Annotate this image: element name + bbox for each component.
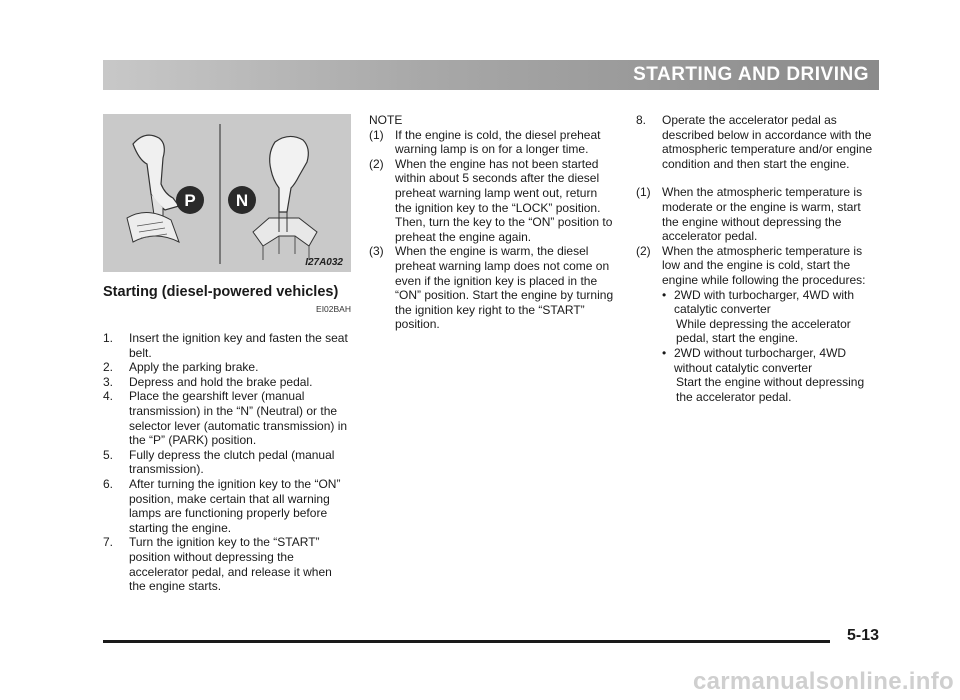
shift-lever-drawing (103, 114, 351, 272)
condition-text: When the atmospheric temperature is moderate or the engine is warm, start the engine without depressing the accelerator pedal. (662, 185, 863, 244)
shift-lever-illustration (103, 114, 351, 272)
step-number: 2. (103, 360, 114, 375)
step-text: Operate the accelerator pedal as described below in accordance with the atmospheric temperature and/or engine condition and then start the engine. (662, 113, 873, 171)
step-item (103, 331, 350, 360)
step-item (103, 375, 350, 390)
step-text: Turn the ignition key to the “START” position without depressing the accelerator pedal, and release it when the engine starts. (129, 535, 332, 594)
page-number: 5-13 (846, 627, 879, 644)
step-number: 6. (103, 476, 114, 491)
selector-lever-graphic (127, 135, 179, 242)
header-band (103, 60, 879, 90)
watermark: carmanualsonline.info (692, 668, 954, 695)
figure-code: I27A032 (305, 257, 343, 268)
note-number: (3) (369, 244, 384, 259)
section-code: EI02BAH (316, 304, 351, 314)
condition-number: (2) (636, 243, 651, 258)
condition-item (636, 185, 879, 243)
note-text: If the engine is cold, the diesel preheat warning lamp is on for a longer time. (395, 127, 601, 157)
step-text: After turning the ignition key to the “ON” position, make certain that all warning lamps are functioning properly before starting the engine. (129, 476, 341, 535)
step-text: Place the gearshift lever (manual transmission) in the “N” (Neutral) or the selector lever (automatic transmission) in the “P” (PARK) position. (129, 389, 348, 448)
note-item (369, 128, 614, 157)
step-item (103, 360, 350, 375)
footer-rule (103, 640, 830, 643)
note-column (369, 113, 614, 332)
step-number: 3. (103, 374, 114, 389)
note-item (369, 244, 614, 332)
step-number: 7. (103, 535, 114, 550)
step-text: Depress and hold the brake pedal. (129, 374, 313, 389)
bullet-dot: • (662, 345, 667, 360)
step-item (103, 535, 350, 593)
condition-text: When the atmospheric temperature is low and the engine is cold, start the engine while following the procedures: (662, 243, 866, 287)
step-text: Insert the ignition key and fasten the seat belt. (129, 331, 348, 360)
bullet-label: 2WD with turbocharger, 4WD with catalytic converter (674, 287, 855, 317)
note-item (369, 157, 614, 245)
note-label: NOTE (369, 113, 403, 127)
step-number: 4. (103, 389, 114, 404)
note-text: When the engine is warm, the diesel preheat warning lamp does not come on even if the ignition key is placed in the “ON” position. Start the engine by turning the ignition key right to the “START” position. (395, 244, 614, 332)
step-number: 5. (103, 447, 114, 462)
neutral-badge-letter: N (235, 191, 249, 210)
bullet-label: 2WD without turbocharger, 4WD without catalytic converter (674, 345, 847, 375)
condition-number: (1) (636, 185, 651, 200)
bullet-item (662, 346, 879, 375)
note-number: (2) (369, 156, 384, 171)
note-number: (1) (369, 127, 384, 142)
step-number: 1. (103, 331, 114, 345)
section-title: Starting (diesel-powered vehicles) (103, 284, 339, 300)
park-badge-letter: P (184, 191, 196, 210)
step-number: 8. (636, 113, 647, 127)
step8-column (636, 113, 879, 404)
step-item (103, 477, 350, 535)
step-text: Apply the parking brake. (129, 360, 259, 375)
gearshift-lever-graphic (253, 136, 317, 260)
steps-column (103, 331, 350, 594)
note-text: When the engine has not been started within about 5 seconds after the diesel preheat warning lamp went out, return the ignition key to the “LOCK” position. Then, turn the key to the “ON” position to preheat the engine again. (395, 156, 613, 244)
bullet-item (662, 288, 879, 317)
step-text: Fully depress the clutch pedal (manual transmission). (129, 447, 335, 477)
bullet-body: Start the engine without depressing the accelerator pedal. (676, 375, 865, 404)
bullet-body: While depressing the accelerator pedal, start the engine. (676, 316, 851, 346)
bullet-dot: • (662, 287, 667, 302)
spacer (636, 171, 879, 185)
step-item (103, 448, 350, 477)
step-item (636, 113, 879, 171)
condition-item (636, 244, 879, 288)
section-header-title: STARTING AND DRIVING (633, 64, 869, 85)
step-item (103, 389, 350, 447)
